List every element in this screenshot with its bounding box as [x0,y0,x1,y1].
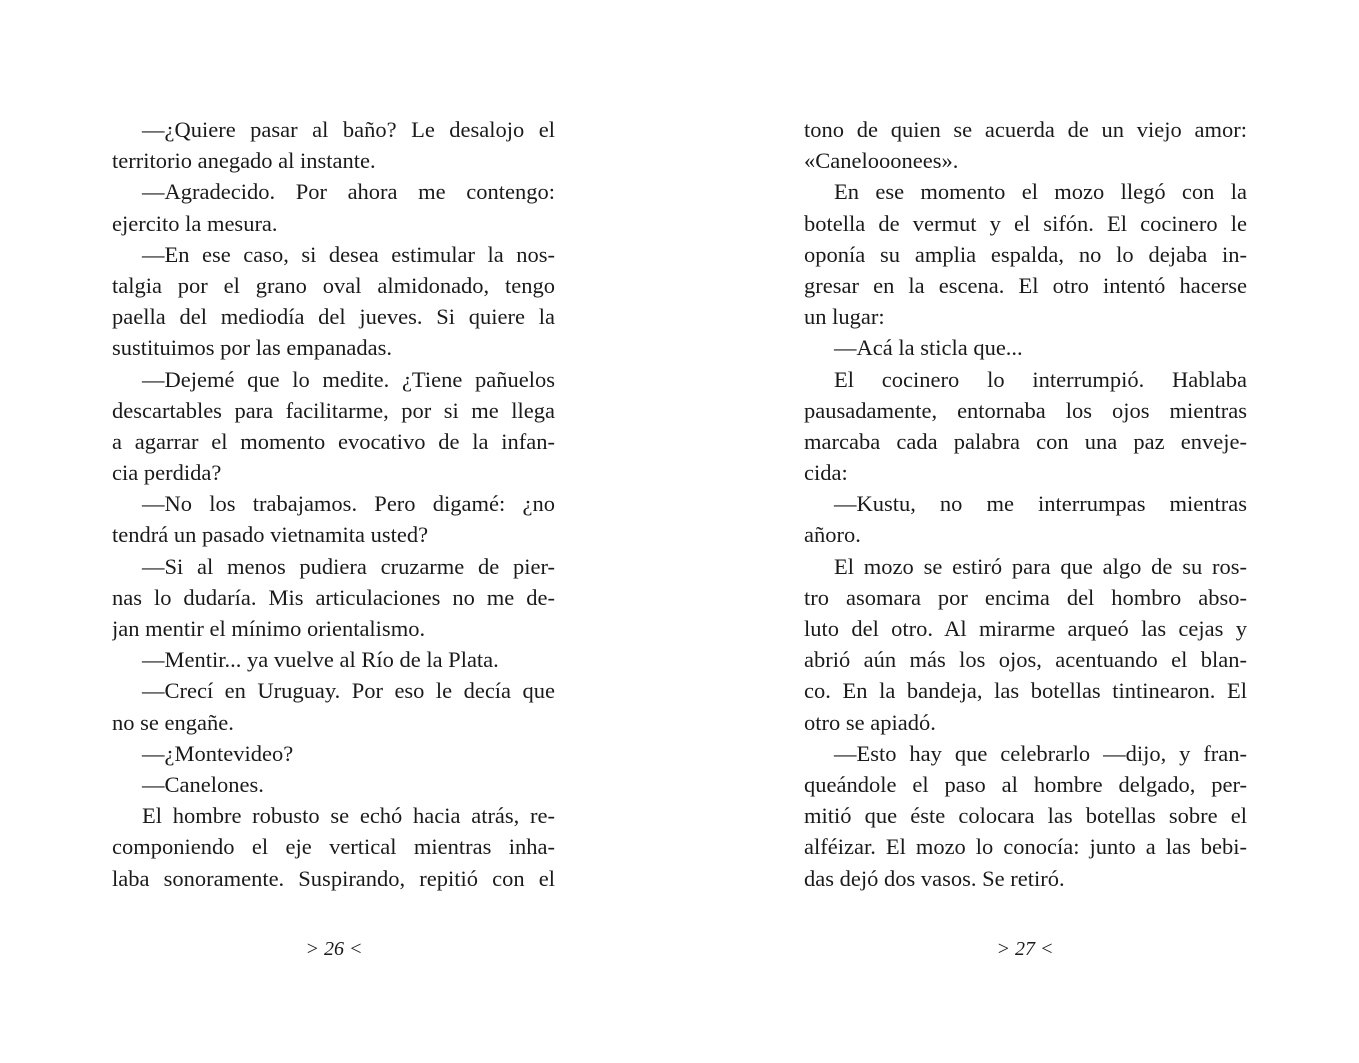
page-number-left: > 26 < [305,938,363,960]
text-line: gresar en la escena. El otro intentó hacerse [804,272,1247,298]
text-line: abrió aún más los ojos, acentuando el blan- [804,647,1247,673]
text-line: no se engañe. [112,709,234,735]
text-line: añoro. [804,522,861,548]
text-line: luto del otro. Al mirarme arqueó las cejas y [804,616,1247,641]
text-line: —¿Montevideo? [142,740,294,766]
text-line: —Dejemé que lo medite. ¿Tiene pañuelos [142,366,555,392]
text-line: —Si al menos pudiera cruzarme de pier- [142,553,555,579]
text-line: cida: [804,460,848,486]
text-line: oponía su amplia espalda, no lo dejaba in- [804,241,1247,267]
left-page [112,114,555,894]
page-number-right: > 27 < [996,938,1054,960]
text-line: pausadamente, entornaba los ojos mientras [804,397,1247,423]
text-line: tro asomara por encima del hombro abso- [804,584,1247,610]
text-line: —Esto hay que celebrarlo —dijo, y fran- [834,740,1247,766]
text-line: —En ese caso, si desea estimular la nos- [142,241,555,267]
text-line: alféizar. El mozo lo conocía: junto a las bebi- [804,834,1247,860]
text-line: El hombre robusto se echó hacia atrás, re- [142,803,555,829]
text-line: —Agradecido. Por ahora me contengo: [142,179,555,205]
text-line: marcaba cada palabra con una paz enveje- [804,428,1247,454]
text-line: componiendo el eje vertical mientras inha- [112,834,555,860]
text-line: —Kustu, no me interrumpas mientras [834,491,1247,517]
text-line: botella de vermut y el sifón. El cocinero le [804,210,1247,236]
text-line: jan mentir el mínimo orientalismo. [112,616,426,641]
text-line: paella del mediodía del jueves. Si quiere la [112,304,555,330]
text-line: —¿Quiere pasar al baño? Le desalojo el [142,117,555,142]
text-line: —Mentir... ya vuelve al Río de la Plata. [142,647,499,673]
text-line: nas lo dudaría. Mis articulaciones no me de- [112,584,555,610]
text-line: —Canelones. [142,771,264,797]
text-line: ejercito la mesura. [112,210,278,236]
text-line: «Canelooonees». [804,148,959,174]
text-line: El cocinero lo interrumpió. Hablaba [834,366,1247,392]
text-line: En ese momento el mozo llegó con la [834,179,1247,205]
text-line: El mozo se estiró para que algo de su ros- [834,553,1247,579]
text-line: —No los trabajamos. Pero digamé: ¿no [142,491,555,517]
text-line: —Acá la sticla que... [834,335,1023,361]
text-line: das dejó dos vasos. Se retiró. [804,865,1065,891]
text-line: talgia por el grano oval almidonado, tengo [112,272,555,298]
text-line: territorio anegado al instante. [112,148,376,174]
text-line: tendrá un pasado vietnamita usted? [112,522,429,548]
right-page [804,114,1247,894]
text-line: laba sonoramente. Suspirando, repitió con el [112,865,555,891]
text-line: un lugar: [804,304,885,330]
text-line: descartables para facilitarme, por si me llega [112,397,555,423]
text-line: co. En la bandeja, las botellas tintinearon. El [804,678,1247,704]
text-line: cia perdida? [112,460,222,486]
text-line: sustituimos por las empanadas. [112,335,392,361]
text-line: —Crecí en Uruguay. Por eso le decía que [142,678,555,704]
text-line: otro se apiadó. [804,709,936,735]
text-line: queándole el paso al hombre delgado, per- [804,771,1247,797]
text-line: tono de quien se acuerda de un viejo amor: [804,117,1247,142]
text-line: a agarrar el momento evocativo de la infan- [112,428,555,454]
text-line: mitió que éste colocara las botellas sobre el [804,803,1247,829]
